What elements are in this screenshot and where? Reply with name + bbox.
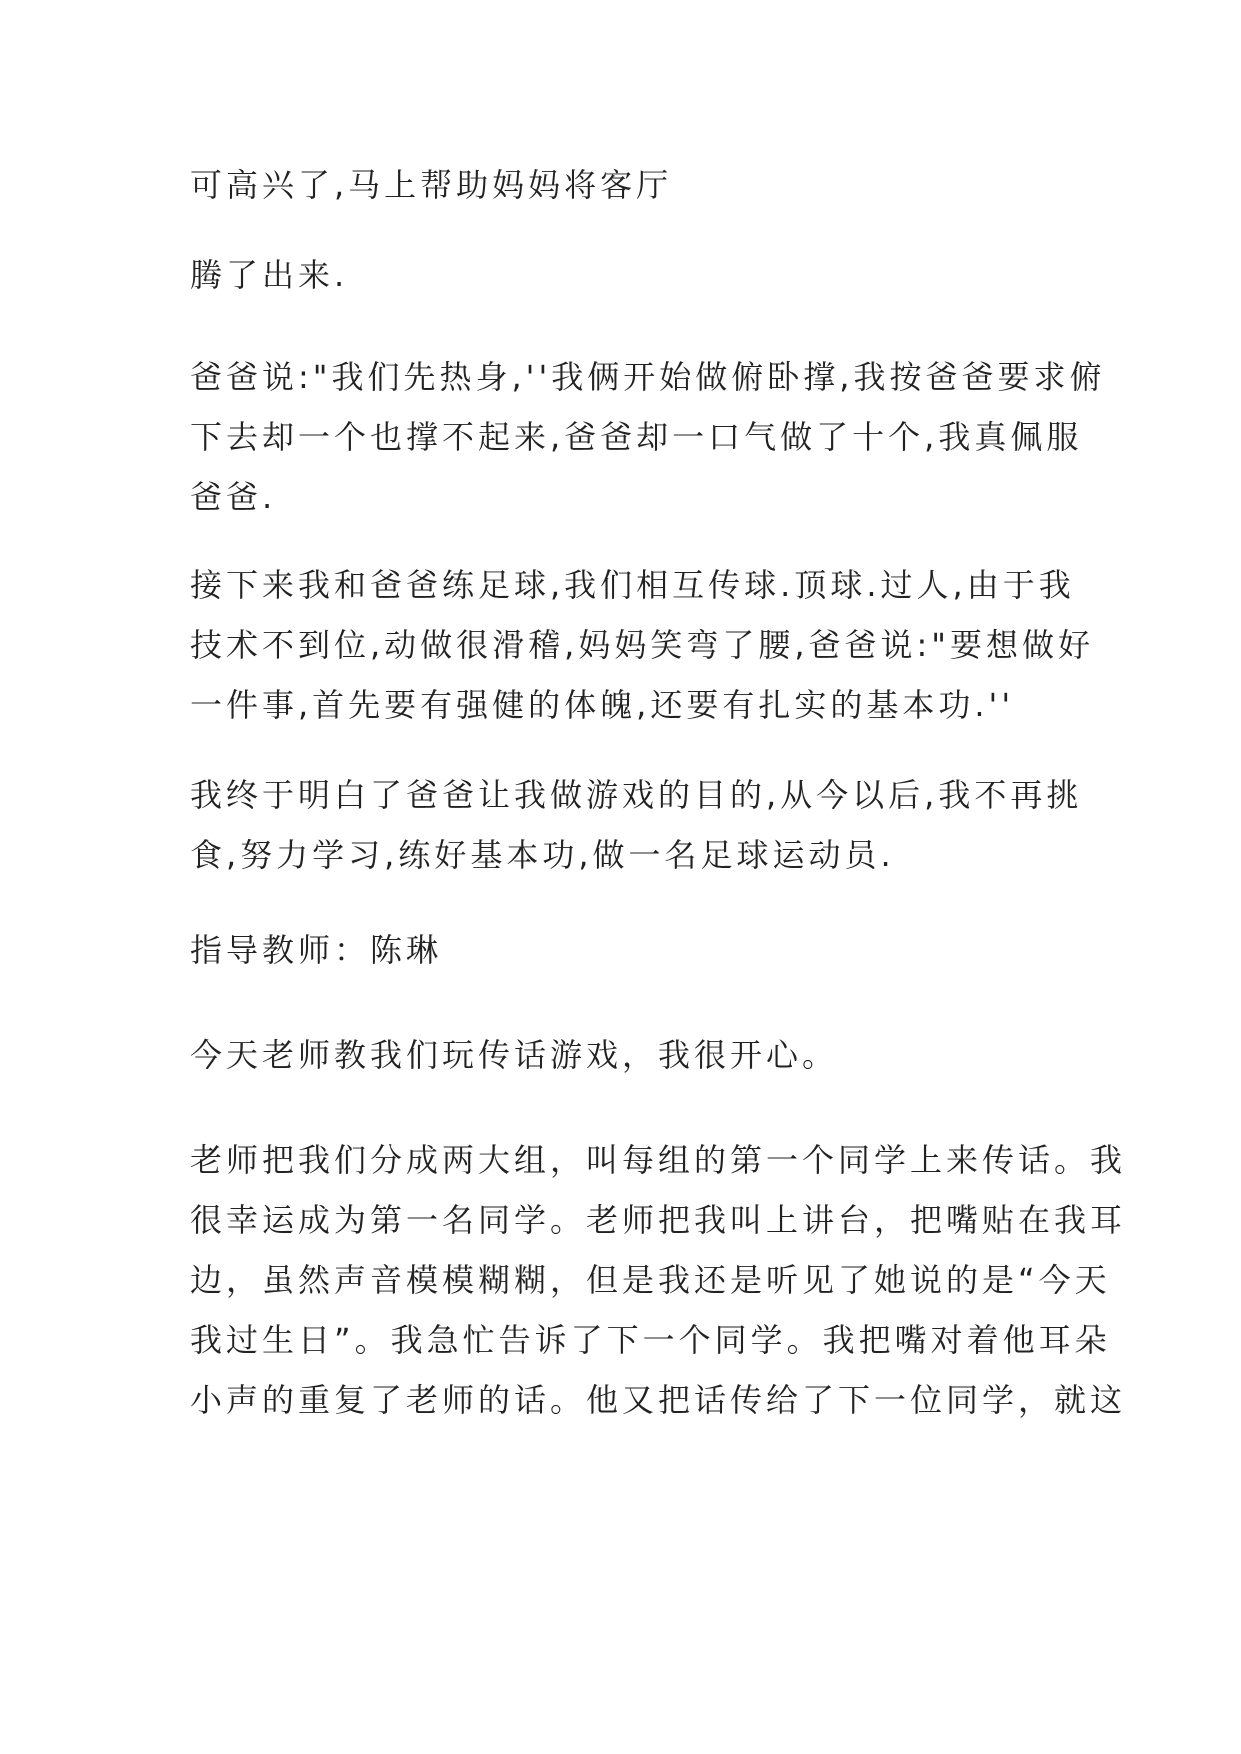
text-line: 技术不到位,动做很滑稽,妈妈笑弯了腰,爸爸说:"要想做好 xyxy=(190,626,1095,664)
text-line: 可高兴了,马上帮助妈妈将客厅 xyxy=(190,166,673,204)
paragraph-5 xyxy=(190,765,1083,885)
paragraph-2 xyxy=(190,245,1060,305)
text-line: 老师把我们分成两大组，叫每组的第一个同学上来传话。我 xyxy=(190,1141,1127,1179)
text-line: 边，虽然声音模模糊糊，但是我还是听见了她说的是“今天 xyxy=(190,1261,1111,1299)
teacher-credit xyxy=(190,920,1060,980)
paragraph-1 xyxy=(190,155,1060,215)
text-line: 爸爸. xyxy=(190,478,277,516)
text-line: 指导教师：陈琳 xyxy=(190,931,443,969)
text-line: 食,努力学习,练好基本功,做一名足球运动员. xyxy=(190,836,895,874)
text-line: 小声的重复了老师的话。他又把话传给了下一位同学，就这 xyxy=(190,1381,1127,1419)
text-line: 我终于明白了爸爸让我做游戏的目的,从今以后,我不再挑 xyxy=(190,776,1083,814)
paragraph-8 xyxy=(190,1130,1127,1430)
text-line: 下去却一个也撑不起来,爸爸却一口气做了十个,我真佩服 xyxy=(190,418,1083,456)
text-line: 接下来我和爸爸练足球,我们相互传球.顶球.过人,由于我 xyxy=(190,566,1075,604)
paragraph-3 xyxy=(190,347,1106,527)
text-line: 爸爸说:"我们先热身,''我俩开始做俯卧撑,我按爸爸要求俯 xyxy=(190,358,1106,396)
text-line: 一件事,首先要有强健的体魄,还要有扎实的基本功.'' xyxy=(190,686,1015,724)
paragraph-4 xyxy=(190,555,1095,735)
text-line: 今天老师教我们玩传话游戏，我很开心。 xyxy=(190,1036,839,1074)
paragraph-7 xyxy=(190,1025,1060,1085)
text-line: 我过生日”。我急忙告诉了下一个同学。我把嘴对着他耳朵 xyxy=(190,1321,1111,1359)
text-line: 很幸运成为第一名同学。老师把我叫上讲台，把嘴贴在我耳 xyxy=(190,1201,1127,1239)
text-line: 腾了出来. xyxy=(190,256,349,294)
